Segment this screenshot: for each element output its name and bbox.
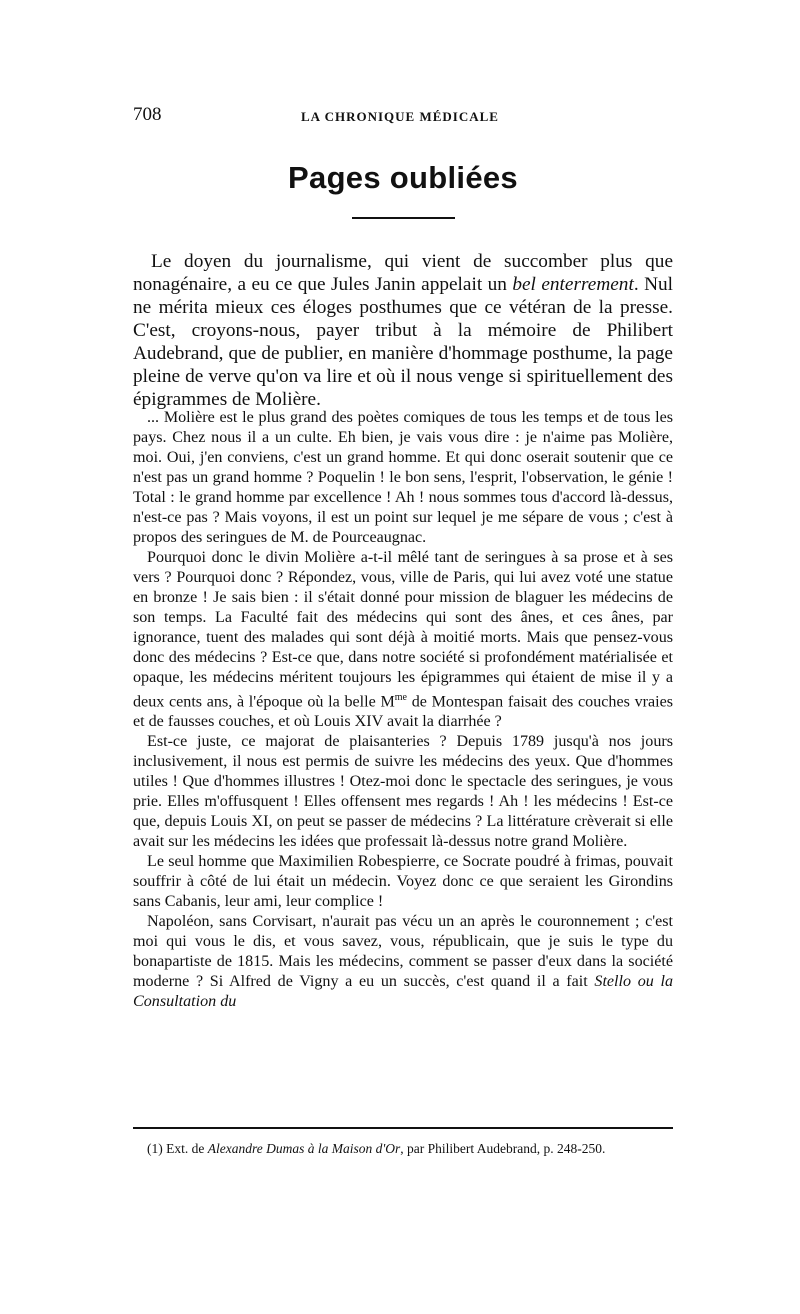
body-paragraph-5 <box>133 912 673 1012</box>
intro-section <box>133 250 673 411</box>
footnote-prefix: (1) Ext. de <box>147 1141 208 1156</box>
quoted-text <box>133 408 673 1012</box>
body-paragraph-3: Est-ce juste, ce majorat de plaisanteries ? Depuis 1789 jusqu'à nos jours inclusivement, il nous est permis de suivre les médecins des yeux. Que d'hommes utiles ! Que d'hommes illustres ! Otez-moi donc le spectacle des seringues, je vous prie. Elles m'offusquent ! Elles offensent mes regards ! Ah ! les médecins ! Est-ce que, depuis Louis XI, on peut se passer de médecins ? La littérature crèverait si elle avait sur les médecins les idées que professait là-dessus notre grand Molière. <box>133 733 673 851</box>
intro-text-2: . Nul ne mérita mieux ces éloges posthumes que ce vétéran de la presse. C'est, croyons-nous, payer tribut à la mémoire de Philibert Audebrand, que de publier, en manière d'hommage posthume, la page pleine de verve qu'on va lire et où il nous venge si spirituellement des épigrammes de Molière. <box>133 274 674 410</box>
body-paragraph-1: ... Molière est le plus grand des poètes comiques de tous les temps et de tous les pays. Chez nous il a un culte. Eh bien, je vais vous dire : je n'aime pas Molière, moi. Oui, j'en conviens, c'est un grand homme. Et qui donc oserait soutenir que ce n'est pas un grand homme ? Poquelin ! le bon sens, l'esprit, l'observation, le génie ! Total : le grand homme par excellence ! Ah ! nous sommes tous d'accord là-dessus, n'est-ce pas ? Mais voyons, il est un point sur lequel je me sépare de vous ; c'est à propos des seringues de M. de Pourceaugnac. <box>133 409 673 546</box>
body-paragraph-2-b: de Montespan faisait des couches vraies et de fausses couches, et où Louis XIV avait la diarrhée ? <box>133 693 673 731</box>
intro-paragraph <box>133 250 673 411</box>
footnote-suffix: , par Philibert Audebrand, p. 248-250. <box>400 1141 606 1156</box>
article-title: Pages oubliées <box>288 160 518 195</box>
body-paragraph-2-a: Pourquoi donc le divin Molière a-t-il mêlé tant de seringues à sa prose et à ses vers ? Pourquoi donc ? Répondez, vous, ville de Paris, qui lui avez voté une statue en bronze ! Je sais bien : il s'était donné pour mission de blaguer les médecins de son temps. La Faculté fait des médecins qui sont des ânes, et ces ânes, par ignorance, tuent des malades qui sont déjà à moitié morts. Mais que pensez-vous donc des médecins ? Est-ce que, dans notre société si profondément matérialisée et opaque, les médecins méritent toujours les épigrammes qui étaient de mise il y a deux cents ans, à l'époque où la belle M <box>133 549 673 711</box>
intro-emphasis: bel enterrement <box>512 274 634 295</box>
body-paragraph-4: Le seul homme que Maximilien Robespierre, ce Socrate poudré à frimas, pouvait souffrir à côté de lui était un médecin. Voyez donc ce que seraient les Girondins sans Cabanis, leur ami, leur complice ! <box>133 853 673 911</box>
body-paragraph-2 <box>133 548 673 732</box>
footnote <box>147 1141 673 1157</box>
page-header <box>133 104 673 132</box>
footnote-book-title: Alexandre Dumas à la Maison d'Or <box>207 1141 401 1156</box>
footnote-rule <box>133 1127 673 1129</box>
running-title: LA CHRONIQUE MÉDICALE <box>301 109 499 124</box>
intro-text-1: Le doyen du journalisme, qui vient de succomber plus que nonagénaire, a eu ce que Jules Janin appelait un <box>133 251 673 295</box>
body-paragraph-5-a: Napoléon, sans Corvisart, n'aurait pas vécu un an après le couronnement ; c'est moi qui vous le dis, et vous savez, vous, républicain, que je suis le type du bonapartiste de 1815. Mais les médecins, comment se passer d'eux dans la société moderne ? Si Alfred de Vigny a eu un succès, c'est quand il a fait <box>133 913 673 991</box>
body-paragraph-5-emphasis: Stello ou la Consultation du <box>133 973 673 1011</box>
body-paragraph-2-sup: me <box>394 692 407 703</box>
page-number: 708 <box>133 104 162 125</box>
title-rule <box>352 217 455 219</box>
